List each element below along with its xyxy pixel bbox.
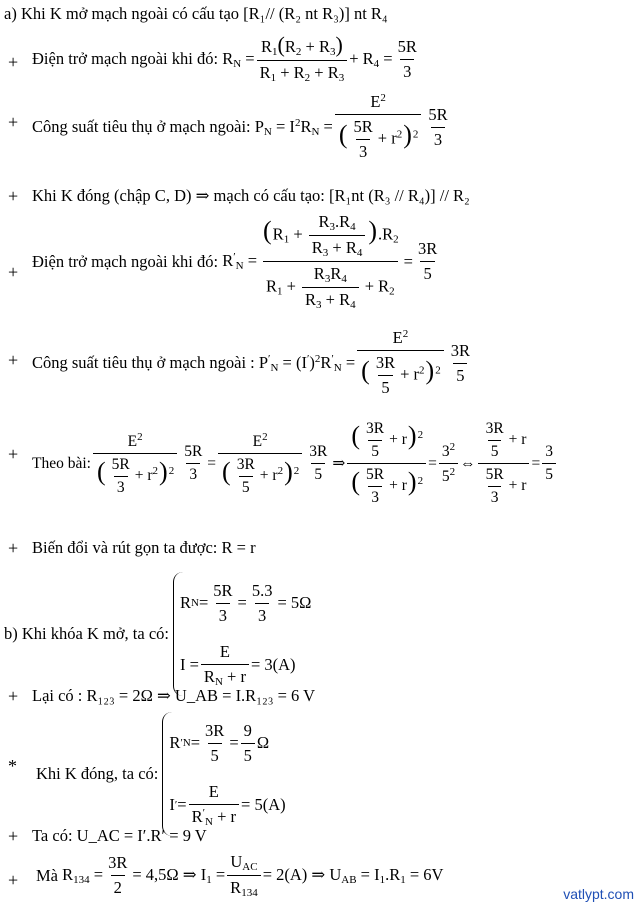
watermark: vatlypt.com bbox=[563, 886, 634, 902]
theo-bai-line: Theo bài: $E^2$ ( $\frac{5R}{3}$ + $r^2)^2$ $\frac{5R}{3}$ = $E^2$ ( $\frac{3R}{5}$ + $r^2)^2$ $\frac{3R}{5}$ ⇒ ( $\frac{3R}{5}$ + r)$^2$ ( $\frac{5R}{3}$ + r)$^2$ = $\frac{3^2}{5^2}$ ⇔ $\frac{3R}{5}$ + r $\frac{5R}{3}$ + r = $\frac{3}{5}$ bbox=[32, 420, 558, 507]
power-open-line: Công suất tiêu thụ ở mạch ngoài: $P_N = I^2R_N$ = $E^2$ ( $\frac{5R}{3}$ + $r^2)^2$ $\frac{5R}{3}$ bbox=[32, 92, 448, 161]
bullet: + bbox=[8, 350, 19, 370]
bullet: + bbox=[8, 870, 19, 890]
bullet: + bbox=[8, 186, 19, 206]
bullet: * bbox=[8, 756, 17, 776]
bullet: + bbox=[8, 444, 19, 464]
bullet: + bbox=[8, 262, 19, 282]
ta-co-line: Ta có: U_AC = I′.R′ = 9 V bbox=[32, 826, 207, 845]
ma-line: Mà $R_{134}$ = $\frac{3R}{2}$ = 4,5Ω ⇒ $I_1$ = $\frac{U_{AC}}{R_{134}}$ = 2(A) ⇒ $U_{AB} = I_1.R_1 = 6V$ bbox=[36, 852, 444, 899]
bullet: + bbox=[8, 52, 19, 72]
part-b-open: b) Khi khóa K mở, ta có: R N = $\frac{5R}{3}$ = $\frac{5.3}{3}$ = 5Ω I = $\frac{E}{R_N + r}$ = 3(A) bbox=[4, 572, 311, 696]
resistance-open-line: Điện trở mạch ngoài khi đó: $R_N$ = $\frac{R_1(R_2 + R_3)}{R_1 + R_2 + R_3}$ + $R_4$ = $\frac{5R}{3}$ bbox=[32, 32, 417, 84]
lai-co-line: Lại có : R₁₂₃ = 2Ω ⇒ U_AB = I.R₁₂₃ = 6 V bbox=[32, 686, 315, 705]
closed-circuit-intro: Khi K đóng (chập C, D) ⇒ mạch có cấu tạo: [R₁nt (R₃ // R₄)] // R₂ bbox=[32, 186, 470, 205]
result-line: Biến đổi và rút gọn ta được: R = r bbox=[32, 538, 256, 557]
bullet: + bbox=[8, 686, 19, 706]
bullet: + bbox=[8, 826, 19, 846]
bullet: + bbox=[8, 112, 19, 132]
part-b-closed: Khi K đóng, ta có: R ′ N = $\frac{3R}{5}$ = $\frac{9}{5}$ Ω I ′ = $\frac{E}{R'_N + r}$ = 5(A) bbox=[36, 712, 286, 836]
part-a-intro: a) Khi K mở mạch ngoài có cấu tạo [R₁// (R₂ nt R₃)] nt R₄ bbox=[4, 4, 388, 23]
bullet: + bbox=[8, 538, 19, 558]
resistance-closed-line: Điện trở mạch ngoài khi đó: $R'_N$ = ($R_1$ + $\frac{R_3.R_4}{R_3 + R_4}$ )$.R_2$ $R_1$ + $\frac{R_3R_4}{R_3 + R_4}$ + $R_2$ = $\frac{3R}{5}$ bbox=[32, 212, 438, 311]
power-closed-line: Công suất tiêu thụ ở mạch ngoài : $P'_N = (I')^2R'_N$ = $E^2$ ( $\frac{3R}{5}$ + $r^2)^2$ $\frac{3R}{5}$ bbox=[32, 328, 470, 397]
